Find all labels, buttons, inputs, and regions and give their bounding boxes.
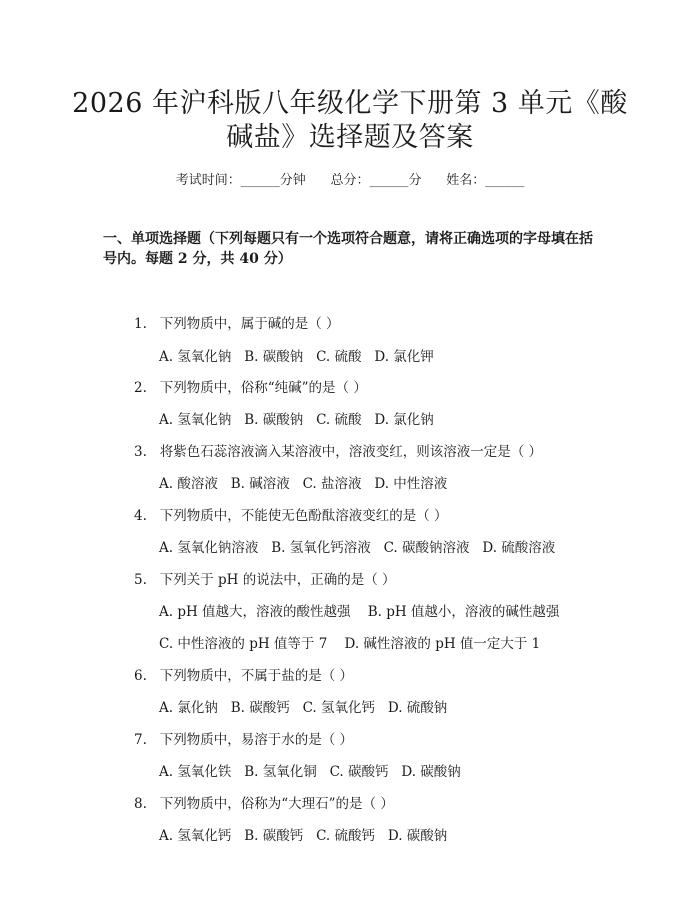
question-stem: 4. 下列物质中，不能使无色酚酞溶液变红的是（ ） (134, 508, 448, 524)
question-options: A. 氢氧化钙 B. 碳酸钙 C. 硫酸钙 D. 碳酸钠 (159, 828, 448, 844)
question-stem: 8. 下列物质中，俗称为“大理石”的是（ ） (134, 796, 394, 812)
question-options: A. 氢氧化钠 B. 碳酸钠 C. 硫酸 D. 氯化钠 (159, 412, 434, 428)
question-stem: 7. 下列物质中，易溶于水的是（ ） (134, 732, 354, 748)
question-stem: 2. 下列物质中，俗称“纯碱”的是（ ） (134, 380, 367, 396)
question-options: A. 氢氧化钠 B. 碳酸钠 C. 硫酸 D. 氯化钾 (159, 349, 434, 365)
question-stem: 5. 下列关于 pH 的说法中，正确的是（ ） (134, 572, 396, 588)
page-title-line-2: 碱盐》选择题及答案 (226, 122, 474, 153)
question-stem: 1. 下列物质中，属于碱的是（ ） (134, 316, 340, 332)
exam-meta-info: 考试时间：______分钟 总分：______分 姓名：______ (175, 173, 525, 188)
section-heading-line-2: 号内。每题 2 分，共 40 分） (103, 251, 292, 267)
question-stem: 6. 下列物质中，不属于盐的是（ ） (134, 668, 354, 684)
section-heading-line-1: 一、单项选择题（下列每题只有一个选项符合题意，请将正确选项的字母填在括 (103, 231, 593, 247)
question-options: A. 氢氧化钠溶液 B. 氢氧化钙溶液 C. 碳酸钠溶液 D. 硫酸溶液 (159, 540, 556, 556)
question-options: A. 氢氧化铁 B. 氢氧化铜 C. 碳酸钙 D. 碳酸钠 (159, 764, 461, 780)
question-options: A. pH 值越大，溶液的酸性越强 B. pH 值越小，溶液的碱性越强 (159, 604, 560, 620)
page-title-line-1: 2026 年沪科版八年级化学下册第 3 单元《酸 (72, 88, 628, 119)
question-options: C. 中性溶液的 pH 值等于 7 D. 碱性溶液的 pH 值一定大于 1 (159, 636, 541, 652)
question-stem: 3. 将紫色石蕊溶液滴入某溶液中，溶液变红，则该溶液一定是（ ） (134, 444, 543, 460)
question-options: A. 酸溶液 B. 碱溶液 C. 盐溶液 D. 中性溶液 (159, 476, 448, 492)
question-options: A. 氯化钠 B. 碳酸钙 C. 氢氧化钙 D. 硫酸钠 (159, 700, 448, 716)
